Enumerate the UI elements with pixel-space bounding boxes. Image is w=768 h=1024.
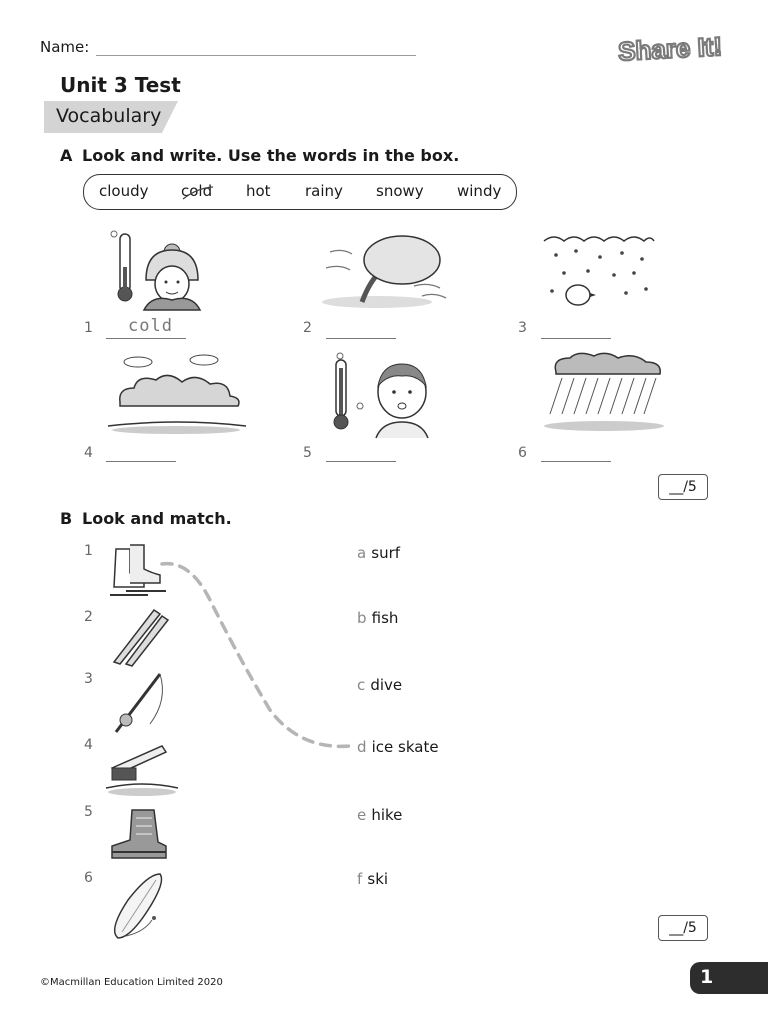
section-b-instruction: Look and match. <box>82 509 232 528</box>
score-box-a[interactable]: __/5 <box>658 474 708 500</box>
item-number: 4 <box>84 445 93 461</box>
item-number: 3 <box>518 320 527 336</box>
name-field[interactable] <box>96 55 416 56</box>
option-letter: a <box>357 544 367 562</box>
rainy-clouds-picture <box>542 350 666 436</box>
example-match-line <box>160 560 360 760</box>
word-box-item: rainy <box>305 182 343 200</box>
option-word: fish <box>371 609 399 627</box>
surfboard-picture <box>108 870 170 944</box>
match-option[interactable] <box>357 737 439 756</box>
cross-out-mark <box>181 184 215 202</box>
option-word: surf <box>371 544 401 562</box>
share-it-logo <box>616 30 723 67</box>
copyright: ©Macmillan Education Limited 2020 <box>40 977 223 988</box>
page-number-tab <box>690 962 768 994</box>
option-word: ice skate <box>371 738 439 756</box>
section-a-heading <box>60 146 459 165</box>
word-box-item: cloudy <box>99 182 149 200</box>
answer-line[interactable] <box>326 338 396 339</box>
section-b-heading <box>60 509 232 528</box>
item-number: 4 <box>84 737 93 753</box>
item-number: 3 <box>84 671 93 687</box>
section-a-instruction: Look and write. Use the words in the box. <box>82 146 460 165</box>
item-number: 2 <box>303 320 312 336</box>
item-number: 5 <box>84 804 93 820</box>
item-number: 6 <box>84 870 93 886</box>
match-option[interactable] <box>357 805 402 824</box>
option-letter: f <box>357 870 363 888</box>
word-box-item: windy <box>457 182 502 200</box>
word-box-item: snowy <box>376 182 424 200</box>
item-number: 5 <box>303 445 312 461</box>
svg-text:Share It!: Share It! <box>617 31 723 67</box>
word-box-item: cold <box>181 182 213 200</box>
match-option[interactable] <box>357 608 398 627</box>
match-option[interactable] <box>357 869 388 888</box>
cloudy-sky-picture <box>108 352 246 436</box>
answer-line[interactable] <box>541 461 611 462</box>
hiking-boot-picture <box>108 806 170 864</box>
option-letter: b <box>357 609 367 627</box>
answer-line[interactable] <box>541 338 611 339</box>
page-number: 1 <box>700 966 714 988</box>
section-banner-label: Vocabulary <box>56 105 162 127</box>
option-word: hike <box>371 806 403 824</box>
option-letter: e <box>357 806 367 824</box>
name-label: Name: <box>40 38 90 56</box>
item-number: 6 <box>518 445 527 461</box>
item-number: 1 <box>84 543 93 559</box>
hot-boy-picture <box>322 346 436 438</box>
answer-line[interactable] <box>106 338 186 339</box>
option-word: dive <box>370 676 403 694</box>
option-letter: d <box>357 738 367 756</box>
section-b-letter: B <box>60 509 73 528</box>
windy-tree-picture <box>322 230 452 310</box>
match-option[interactable] <box>357 675 402 694</box>
cold-girl-picture <box>102 222 206 312</box>
snowy-bird-picture <box>542 233 654 309</box>
example-answer: cold <box>128 316 173 336</box>
match-option[interactable] <box>357 543 400 562</box>
option-letter: c <box>357 676 366 694</box>
item-number: 2 <box>84 609 93 625</box>
item-number: 1 <box>84 320 93 336</box>
answer-line[interactable] <box>106 461 176 462</box>
page-title: Unit 3 Test <box>60 73 181 97</box>
word-box-item: hot <box>246 182 271 200</box>
score-box-b[interactable]: __/5 <box>658 915 708 941</box>
answer-line[interactable] <box>326 461 396 462</box>
section-a-letter: A <box>60 146 73 165</box>
option-word: ski <box>367 870 389 888</box>
